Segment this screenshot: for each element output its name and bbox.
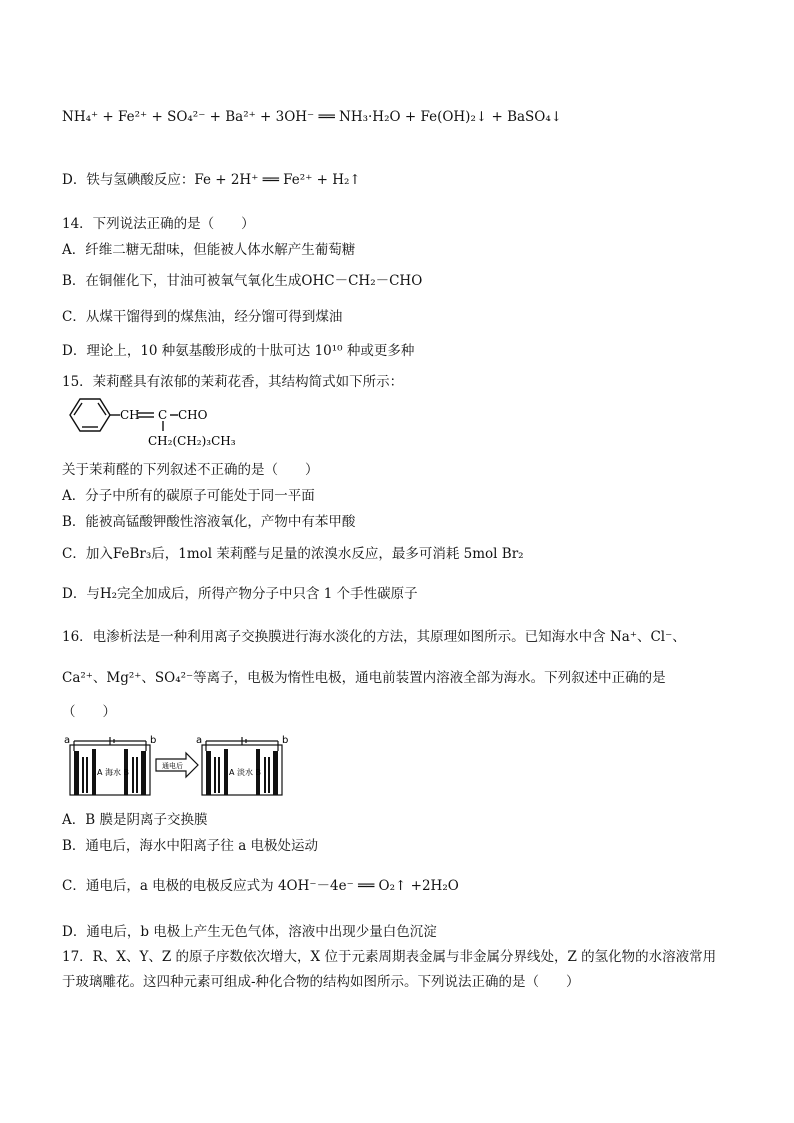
q16-option-b: B．通电后，海水中阳离子往 a 电极处运动 (62, 838, 319, 854)
equation-line: NH₄⁺ + Fe²⁺ + SO₄²⁻ + Ba²⁺ + 3OH⁻ ══ NH₃·H₂O + Fe(OH)₂↓ + BaSO₄↓ (62, 109, 563, 125)
jasminaldehyde-structure (62, 393, 252, 453)
q15-option-d: D．与H₂完全加成后，所得产物分子中只含 1 个手性碳原子 (62, 586, 418, 602)
q14-option-c: C．从煤干馏得到的煤焦油，经分馏可得到煤油 (62, 309, 343, 325)
q17-line-1: 17．R、X、Y、Z 的原子序数依次增大，X 位于元素周期表金属与非金属分界线处，Z 的氢化物的水溶液常用 (62, 949, 717, 965)
q15-option-c: C．加入FeBr₃后，1mol 茉莉醛与足量的浓溴水反应，最多可消耗 5mol Br₂ (62, 546, 524, 562)
q15-sub-stem: 关于茉莉醛的下列叙述不正确的是（ ） (62, 462, 319, 478)
q15-option-b: B．能被高锰酸钾酸性溶液氧化，产物中有苯甲酸 (62, 514, 356, 530)
q16-option-a: A．B 膜是阴离子交换膜 (62, 812, 208, 828)
fig-right-b: b (282, 735, 289, 746)
mol-ch-label: CH (120, 408, 140, 422)
electrodialysis-figure (62, 733, 292, 799)
q16-option-d: D．通电后，b 电极上产生无色气体，溶液中出现少量白色沉淀 (62, 924, 437, 940)
q15-option-a: A．分子中所有的碳原子可能处于同一平面 (62, 488, 315, 504)
mol-c-label: C (158, 408, 168, 422)
q16-paren: （ ） (62, 704, 116, 720)
q16-stem-2: Ca²⁺、Mg²⁺、SO₄²⁻等离子，电极为惰性电极，通电前装置内溶液全部为海水。下列叙述中正确的是 (62, 670, 666, 686)
q14-option-a: A．纤维二糖无甜味，但能被人体水解产生葡萄糖 (62, 242, 356, 258)
fig-left-b: b (150, 735, 157, 746)
fig-left-label: A 海水 B (97, 768, 130, 777)
fig-right-a: a (196, 735, 203, 746)
q14-stem: 14．下列说法正确的是（ ） (62, 216, 255, 232)
q16-stem-1: 16．电渗析法是一种利用离子交换膜进行海水淡化的方法，其原理如图所示。已知海水中含 Na⁺、Cl⁻、 (62, 629, 686, 645)
q14-option-d: D．理论上，10 种氨基酸形成的十肽可达 10¹⁰ 种或更多种 (62, 343, 415, 359)
q16-option-c: C．通电后，a 电极的电极反应式为 4OH⁻－4e⁻ ══ O₂↑ +2H₂O (62, 878, 459, 894)
q15-stem: 15．茉莉醛具有浓郁的茉莉花香，其结构简式如下所示： (62, 374, 404, 390)
q17-line-2: 于玻璃雕花。这四种元素可组成-种化合物的结构如图所示。下列说法正确的是（ ） (62, 974, 580, 990)
fig-arrow-label: 通电后 (162, 762, 183, 770)
mol-cho-label: CHO (178, 408, 208, 422)
q14-option-b: B．在铜催化下，甘油可被氧气氧化生成OHC－CH₂－CHO (62, 273, 423, 289)
fig-left-a: a (64, 735, 71, 746)
benzene-ring (70, 399, 110, 431)
mol-chain-label: CH₂(CH₂)₃CH₃ (148, 434, 236, 448)
fig-right-label: A 淡水 B (229, 768, 262, 777)
q13-option-d: D．铁与氢碘酸反应：Fe + 2H⁺ ══ Fe²⁺ + H₂↑ (62, 172, 361, 188)
